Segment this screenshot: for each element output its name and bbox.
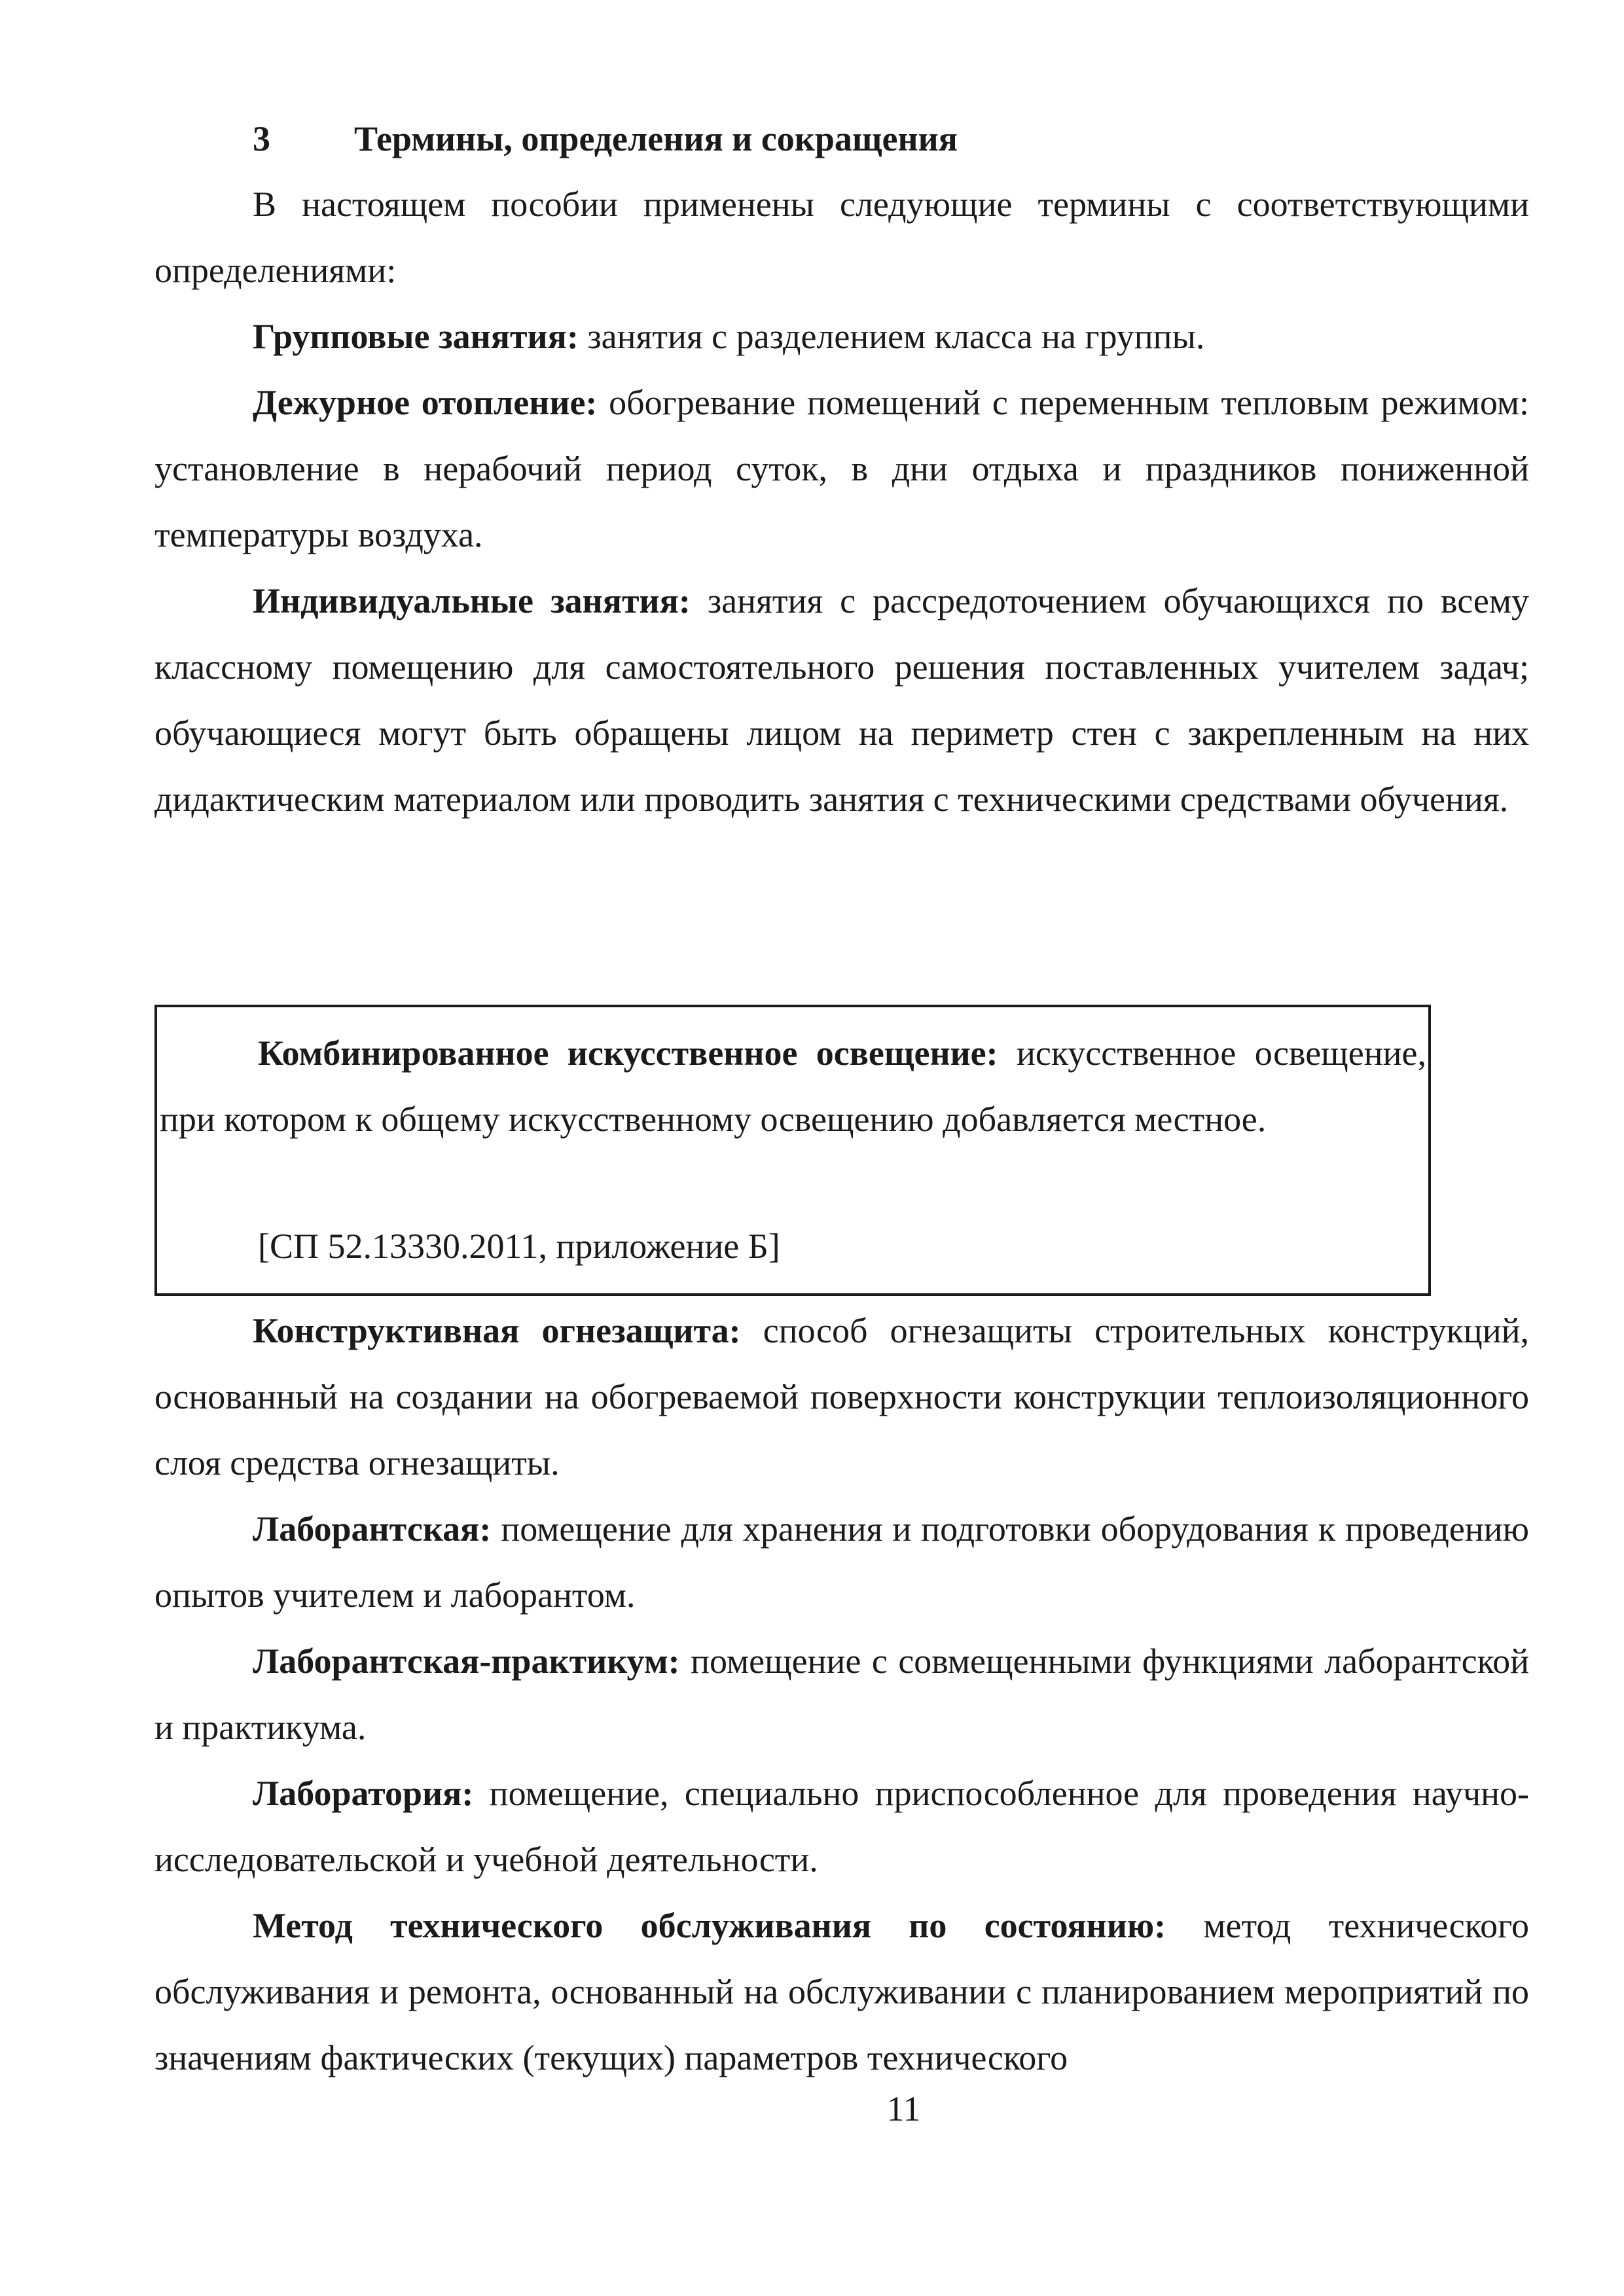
term-definition: обогревание помещений с переменным тепловым режимом: установление в нерабочий период суток, в дни отдыха и праздников пониженной температуры воздуха. — [154, 383, 1529, 554]
term-reference: [СП 52.13330.2011, приложение Б] — [258, 1227, 780, 1266]
term-paragraph — [154, 304, 1529, 370]
term-definition: метод технического обслуживания и ремонта, основанный на обслуживании с планированием мероприятий по значениям фактических (текущих) параметров технического — [154, 1906, 1529, 2077]
term-definition: занятия с разделением класса на группы. — [578, 317, 1205, 356]
boxed-term-frame — [154, 1005, 1431, 1296]
section-heading — [253, 118, 958, 160]
term-name: Лаборантская-практикум: — [253, 1641, 680, 1681]
term-definition: способ огнезащиты строительных конструкций, основанный на создании на обогреваемой поверхности конструкции теплоизоляционного слоя средства огнезащиты. — [154, 1311, 1530, 1482]
term-name: Индивидуальные занятия: — [253, 581, 691, 620]
term-definition: занятия с рассредоточением обучающихся по всему классному помещению для самостоятельного решения поставленных учителем задач; обучающиеся могут быть обращены лицом на периметр стен с закрепленным на них дидактическим материалом или проводить занятия с техническими средствами обучения. — [154, 581, 1529, 819]
term-name: Конструктивная огнезащита: — [253, 1311, 741, 1350]
term-name: Групповые занятия: — [253, 317, 579, 356]
term-paragraph — [154, 1628, 1529, 1761]
term-paragraph — [154, 1298, 1529, 1496]
term-paragraph — [154, 1496, 1529, 1628]
term-name: Комбинированное искусственное освещение: — [258, 1033, 998, 1073]
term-definition: искусственное освещение, при котором к общему искусственному освещению добавляется местное. — [160, 1033, 1426, 1139]
terms-block-top — [154, 171, 1529, 833]
term-paragraph — [154, 370, 1529, 568]
boxed-term-text — [160, 1020, 1426, 1153]
section-title: Термины, определения и сокращения — [354, 119, 958, 158]
term-definition: помещение с совмещенными функциями лаборантской и практикума. — [154, 1641, 1529, 1747]
term-name: Лаборантская: — [253, 1509, 492, 1549]
term-paragraph — [154, 1761, 1529, 1893]
term-name: Метод технического обслуживания по состоянию: — [253, 1906, 1166, 1945]
term-definition: помещение, специально приспособленное для проведения научно-исследовательской и учебной деятельности. — [154, 1774, 1529, 1879]
terms-block-bottom — [154, 1298, 1529, 2091]
term-paragraph — [154, 568, 1529, 833]
term-name: Дежурное отопление: — [253, 383, 598, 422]
term-definition: помещение для хранения и подготовки оборудования к проведению опытов учителем и лаборантом. — [154, 1509, 1529, 1615]
intro-paragraph: В настоящем пособии применены следующие термины с соответствующими определениями: — [154, 185, 1529, 290]
term-name: Лаборатория: — [253, 1774, 474, 1813]
term-paragraph — [160, 1020, 1426, 1153]
page-number: 11 — [886, 2089, 921, 2128]
term-paragraph — [154, 1893, 1529, 2091]
section-number: 3 — [253, 119, 270, 158]
